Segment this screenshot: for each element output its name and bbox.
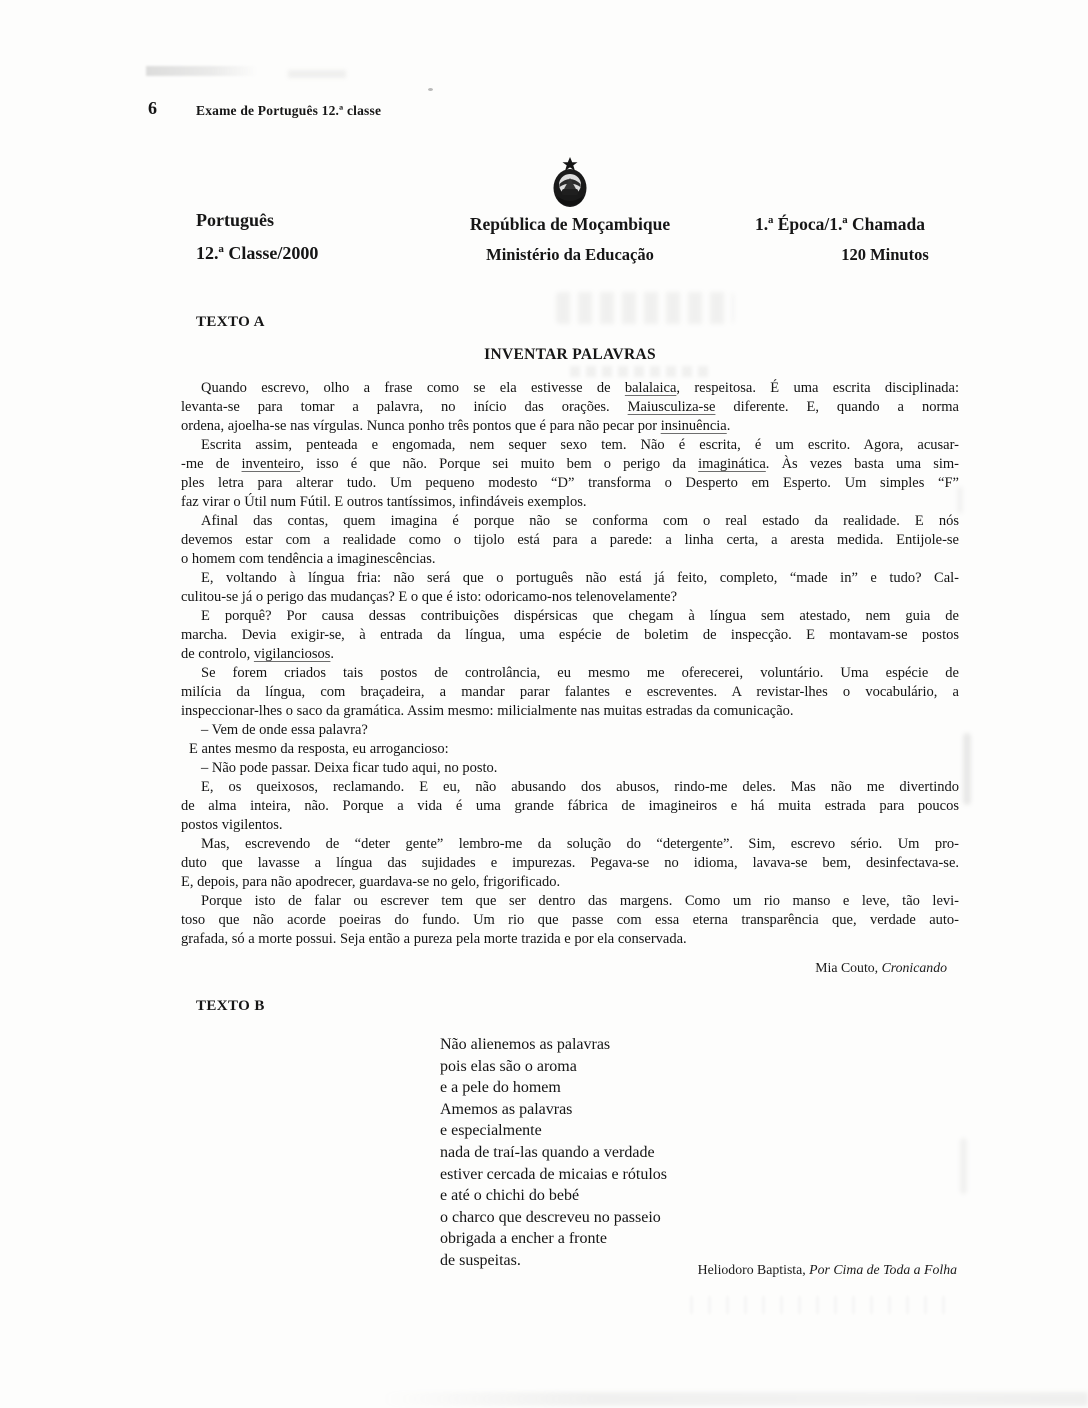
scan-artifact: [380, 1392, 1088, 1406]
scan-artifact: [146, 66, 258, 76]
author-name: Heliodoro Baptista,: [697, 1262, 810, 1277]
texto-a-attribution: [815, 960, 947, 976]
text-line: Quando escrevo, olho a frase como se ela estivesse de balalaica, respeitosa. É uma escrita disciplinada:: [201, 380, 959, 396]
text-line: de controlo, vigilanciosos.: [181, 646, 335, 662]
text-line: Se forem criados tais postos de controlância, eu mesmo me oferecerei, voluntário. Uma espécie de: [201, 665, 959, 681]
class-year: 12.ª Classe/2000: [196, 243, 319, 263]
text-line: de suspeitas.: [440, 1251, 521, 1269]
text-line: levanta-se para tomar a palavra, no início das orações. Maiusculiza-se diferente. E, quando a norma: [181, 399, 959, 415]
texto-a-title: INVENTAR PALAVRAS: [484, 346, 656, 363]
text-line: E antes mesmo da resposta, eu arrogancioso:: [189, 741, 449, 757]
page-number: 6: [148, 98, 157, 118]
text-line: Amemos as palavras: [440, 1100, 573, 1118]
texto-b-attribution: [698, 1262, 957, 1278]
text-line: milícia da língua, com braçadeira, a mandar parar falantes e escreventes. A revistar-lhes o vocabulário, a: [181, 684, 959, 700]
text-line: E, os queixosos, reclamando. E eu, não abusando dos abusos, rindo-me deles. Mas não me divertindo: [201, 779, 959, 795]
text-line: E, depois, para não apodrecer, guardava-se no gelo, frigorificado.: [181, 874, 561, 890]
text-line: e especialmente: [440, 1122, 542, 1140]
text-line: toso que não acorde poeiras do fundo. Um rio que passe com essa eterna transparência que, verdade auto-: [181, 912, 959, 928]
text-line: Não alienemos as palavras: [440, 1036, 611, 1053]
text-line: nada de traí-las quando a verdade: [440, 1143, 655, 1161]
text-line: E porquê? Por causa dessas contribuições dispérsicas que chegam à língua sem atestado, nem guia de: [201, 608, 959, 624]
exam-session: 1.ª Época/1.ª Chamada: [755, 214, 925, 234]
text-line: E, voltando à língua fria: não será que o português não está já feito, completo, “made in” e tudo? Cal-: [201, 570, 959, 586]
underlined-word: vigilanciosos: [253, 646, 331, 662]
scan-artifact: [690, 1296, 950, 1314]
text-line: marcha. Devia exigir-se, à entrada da língua, uma espécie de boletim de inspecção. E montavam-se postos: [181, 627, 959, 643]
text-line: ordena, ajoelha-se nas vírgulas. Nunca ponho três pontos que é para não pecar por insinuência.: [181, 418, 731, 434]
text-line: o homem com tendência a imaginescências.: [181, 551, 436, 567]
mozambique-coat-of-arms-icon: [549, 156, 591, 212]
scan-artifact: [570, 366, 708, 377]
ministry: Ministério da Educação: [486, 245, 654, 264]
text-line: estiver cercada de micaias e rótulos: [440, 1165, 667, 1183]
masthead-right: [725, 214, 955, 265]
text-line: inspeccionar-lhes o saco da gramática. Assim mesmo: milicialmente nas muitas estradas da comunicação.: [181, 703, 794, 719]
underlined-word: inventeiro: [241, 456, 301, 472]
text-line: culitou-se já o perigo das mudanças? E o que é isto: odoricamo-nos telenovelamente?: [181, 589, 678, 605]
text-line: – Não pode passar. Deixa ficar tudo aqui, no posto.: [201, 760, 498, 776]
text-line: de alma inteira, não. Porque a vida é uma grande fábrica de imagineiros e há muita estrada para poucos: [181, 798, 959, 814]
text-line: pois elas são o aroma: [440, 1057, 577, 1075]
underlined-word: insinuência: [660, 418, 727, 434]
republic: República de Moçambique: [469, 214, 671, 234]
scan-artifact: [428, 88, 433, 91]
exam-duration: 120 Minutos: [841, 245, 929, 264]
scan-artifact: [960, 1138, 967, 1194]
text-line: – Vem de onde essa palavra?: [201, 722, 368, 738]
subject: Português: [196, 210, 274, 230]
masthead-center: [400, 214, 740, 265]
author-name: Mia Couto,: [815, 960, 882, 975]
running-header: Exame de Português 12.ª classe: [196, 103, 382, 118]
text-line: Mas, escrevendo de “deter gente” lembro-me da solução do “detergente”. Sim, escrevo sério. Um pro-: [201, 836, 959, 852]
text-line: Afinal das contas, quem imagina é porque não se conforma com o real estado da realidade. E nós: [201, 513, 959, 529]
text-line: ples letra para alterar tudo. Um pequeno modesto “D” transforma o Desperto em Esperto. Um simples “F”: [181, 475, 959, 491]
text-line: duto que lavasse a língua das sujidades e impurezas. Pegava-se no idioma, lavava-se bem, desinfectava-se.: [181, 855, 959, 871]
text-line: Escrita assim, penteada e engomada, nem sequer sexo tem. Não é escrita, é um escrito. Agora, acusar-: [201, 437, 959, 453]
scan-artifact: [288, 70, 346, 78]
text-line: obrigada a encher a fronte: [440, 1230, 608, 1248]
text-line: o charco que descreveu no passeio: [440, 1208, 661, 1226]
text-line: e até o chichi do bebé: [440, 1187, 580, 1205]
texto-a-body: [181, 379, 959, 949]
text-line: Porque isto de falar ou escrever tem que ser dentro das margens. Como um rio manso e leve, tão levi-: [201, 893, 959, 909]
text-line: grafada, só a morte possui. Seja então a pureza pela morte trazida e por ela conservada.: [181, 931, 687, 947]
texto-b-label: TEXTO B: [196, 998, 265, 1014]
underlined-word: balalaica: [624, 380, 677, 396]
work-title: Cronicando: [881, 960, 947, 975]
underlined-word: imaginática: [698, 456, 766, 472]
text-line: postos vigilentos.: [181, 817, 283, 833]
work-title: Por Cima de Toda a Folha: [809, 1262, 957, 1277]
text-line: -me de inventeiro, isso é que não. Porque sei muito bem o perigo da imaginática. Às vezes basta uma sim-: [181, 456, 959, 472]
scan-artifact: [556, 292, 734, 324]
texto-b-poem: [440, 1034, 667, 1272]
texto-a-label: TEXTO A: [196, 314, 265, 330]
text-line: faz virar o Útil num Fútil. E outros tantíssimos, infindáveis exemplos.: [181, 494, 587, 510]
text-line: e a pele do homem: [440, 1079, 561, 1097]
scan-artifact: [963, 733, 971, 805]
underlined-word: Maiusculiza-se: [627, 399, 716, 415]
text-line: devemos estar com a realidade como o tijolo está para a parede: a linha certa, a aresta medida. Entijole-se: [181, 532, 959, 548]
